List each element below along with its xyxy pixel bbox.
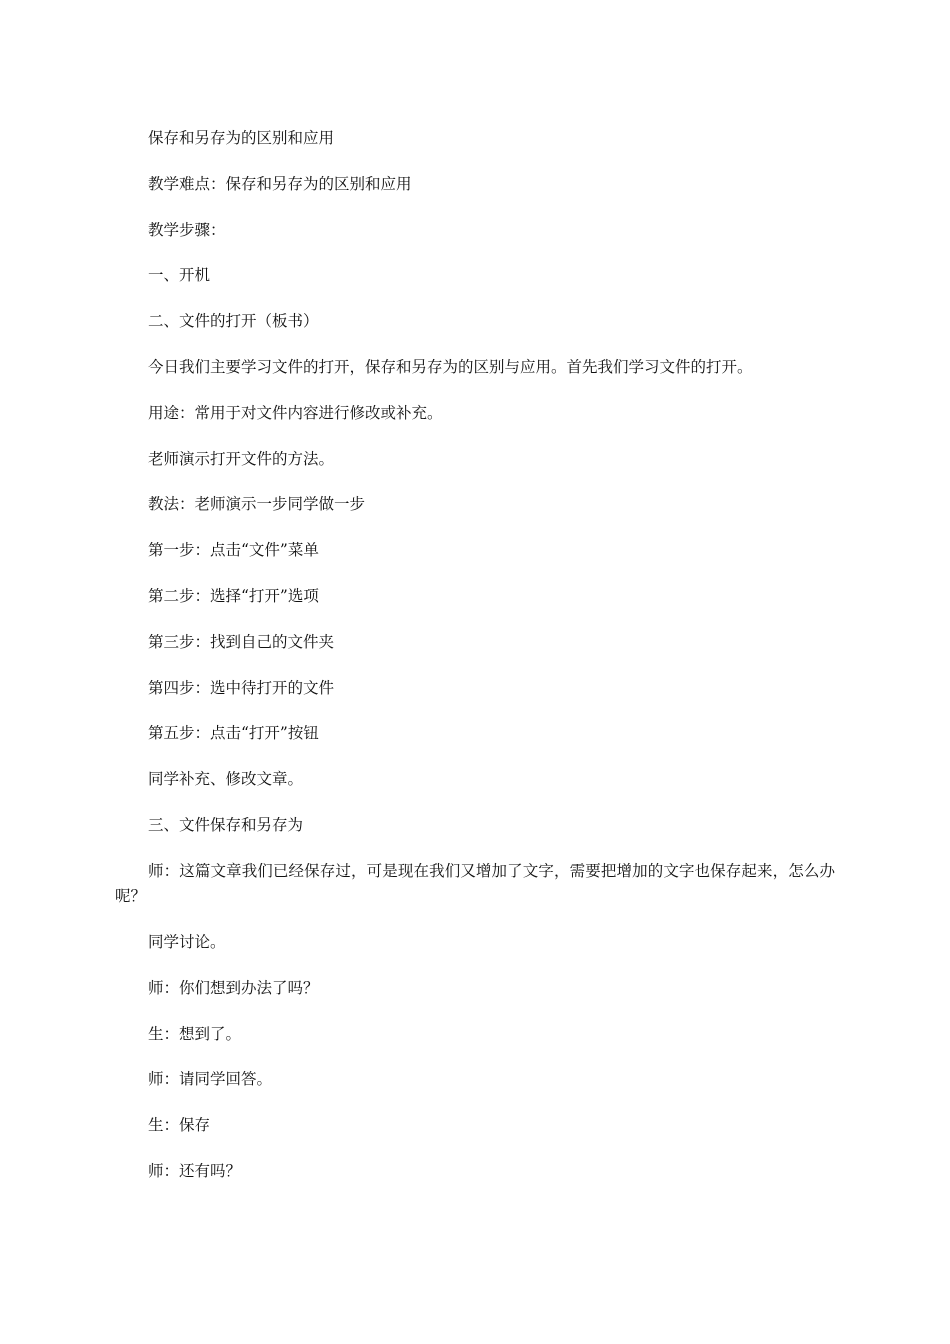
paragraph: 第二步：选择“打开”选项 xyxy=(148,586,319,605)
paragraph: 用途：常用于对文件内容进行修改或补充。 xyxy=(148,403,443,422)
paragraph: 同学补充、修改文章。 xyxy=(148,770,304,789)
paragraph: 师：请同学回答。 xyxy=(148,1070,273,1089)
paragraph: 第三步：找到自己的文件夹 xyxy=(148,632,335,651)
paragraph: 教法：老师演示一步同学做一步 xyxy=(148,495,366,514)
paragraph: 一、开机 xyxy=(148,266,211,285)
paragraph: 师：这篇文章我们已经保存过，可是现在我们又增加了文字，需要把增加的文字也保存起来，怎么办呢？ xyxy=(115,861,835,906)
paragraph: 保存和另存为的区别和应用 xyxy=(148,129,335,147)
paragraph: 三、文件保存和另存为 xyxy=(148,815,304,834)
document-body xyxy=(115,126,835,1205)
paragraph: 今日我们主要学习文件的打开，保存和另存为的区别与应用。首先我们学习文件的打开。 xyxy=(148,357,753,376)
paragraph: 二、文件的打开（板书） xyxy=(148,312,319,331)
paragraph: 同学讨论。 xyxy=(148,933,226,952)
paragraph: 教学步骤： xyxy=(148,220,226,239)
paragraph: 老师演示打开文件的方法。 xyxy=(148,449,335,468)
paragraph: 生：想到了。 xyxy=(148,1024,242,1043)
paragraph: 生：保存 xyxy=(148,1116,211,1135)
paragraph: 师：你们想到办法了吗？ xyxy=(148,978,319,997)
paragraph: 教学难点：保存和另存为的区别和应用 xyxy=(148,174,412,193)
paragraph: 第一步：点击“文件”菜单 xyxy=(148,541,319,560)
paragraph: 第五步：点击“打开”按钮 xyxy=(148,724,319,743)
paragraph: 第四步：选中待打开的文件 xyxy=(148,678,335,697)
paragraph: 师：还有吗？ xyxy=(148,1162,242,1181)
